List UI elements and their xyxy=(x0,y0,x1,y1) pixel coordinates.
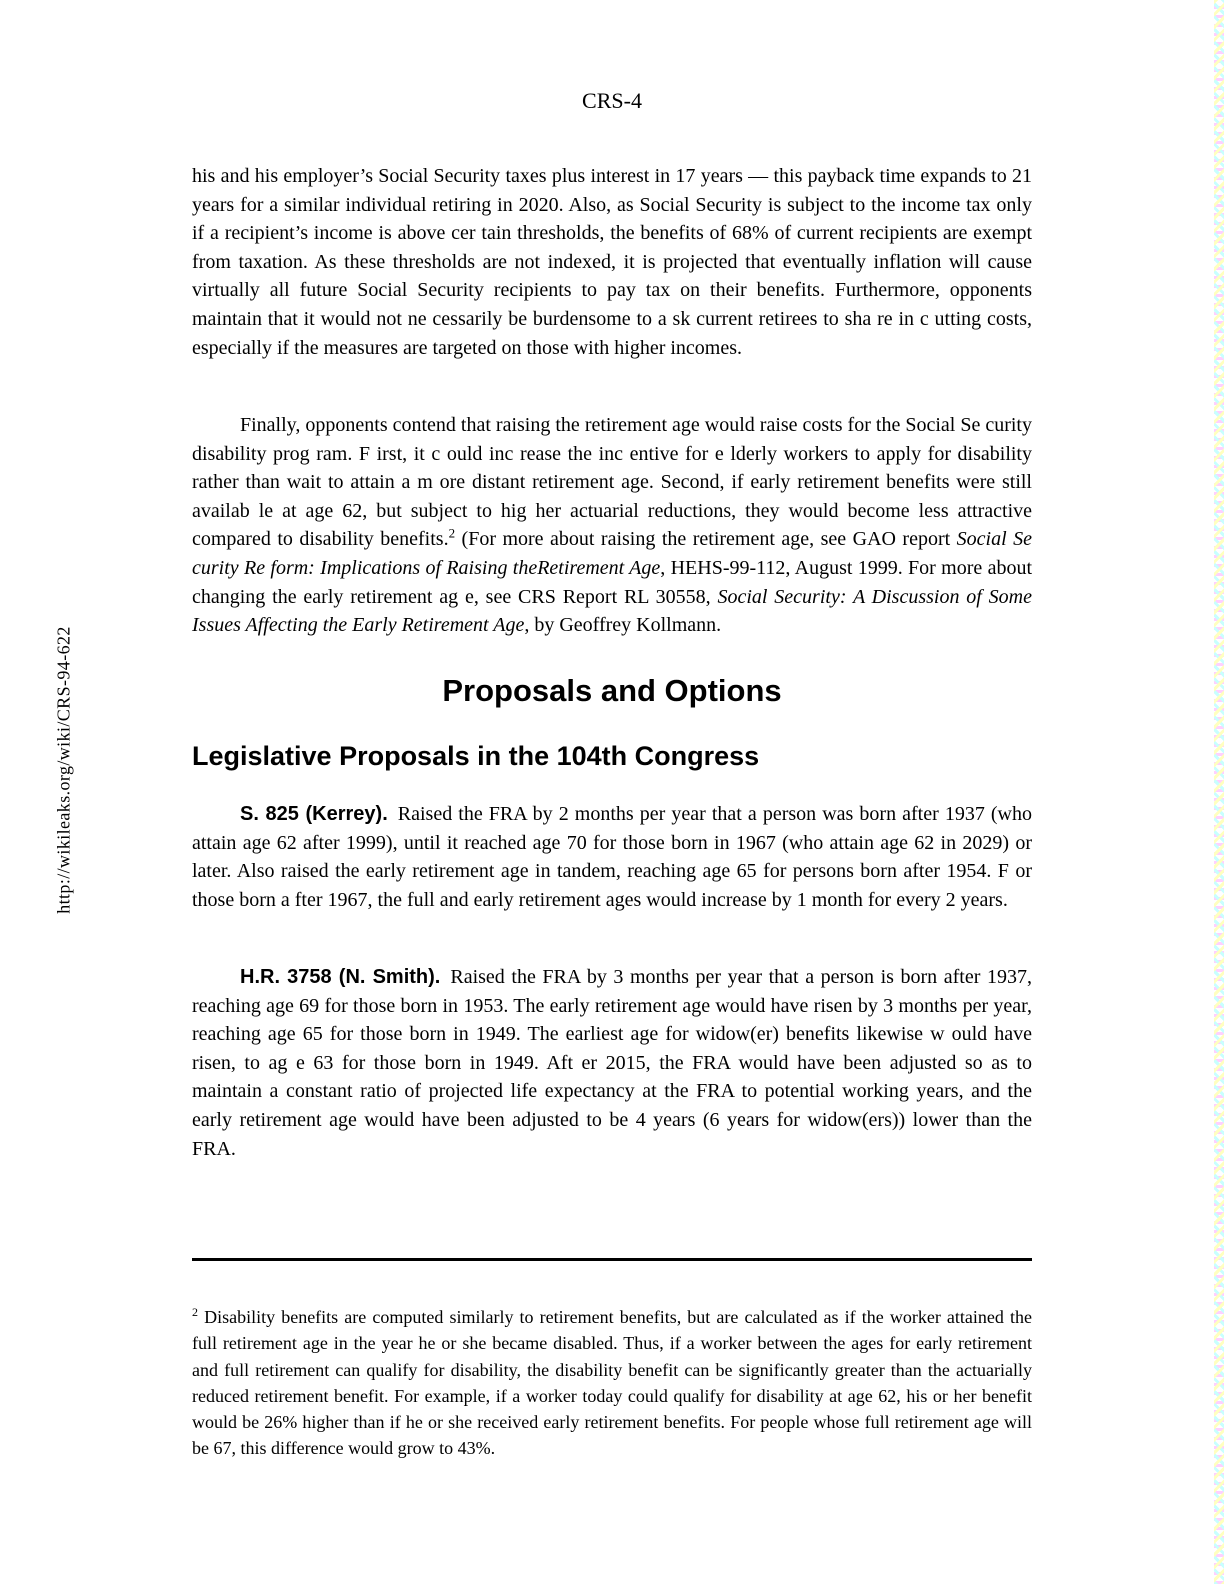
paragraph-finally-closing: , by Geoffrey Kollmann. xyxy=(524,614,722,637)
paragraph-finally-intro: Finally, opponents contend that raising the retirement age would raise costs for the Social Se curity disability prog ram. F irst, it c ould inc rease the inc entive for e lderly workers to apply for disability rather than wait to attain a m ore distant retirement age. Second, if early retirement benefits were still availab le at age 62, but subject to hig her actuarial reductions, they would become less attractive compared to disability benefits. xyxy=(192,414,1032,551)
section-heading-proposals-and-options: Proposals and Options xyxy=(442,672,782,708)
bill-label-hr3758: H.R. 3758 (N. Smith). xyxy=(240,966,441,988)
paragraph-finally-after-ref: (For more about raising the retirement age, see GAO report xyxy=(455,528,957,551)
subsection-heading-legislative-proposals: Legislative Proposals in the 104th Congress xyxy=(192,741,760,772)
paragraph-s825-kerrey xyxy=(192,800,1032,914)
paragraph-finally-between: , HEHS-99-112, August 1999. For more about changing the early retirement ag e, see CRS Report RL 30558, xyxy=(192,556,1033,608)
page-number-header: CRS-4 xyxy=(582,88,642,113)
paragraph-hr3758-smith xyxy=(192,963,1032,1163)
footnote-separator-rule xyxy=(192,1258,1032,1261)
footnote-2-marker: 2 xyxy=(192,1305,198,1319)
wikileaks-source-url-vertical: http://wikileaks.org/wiki/CRS-94-622 xyxy=(53,626,74,914)
bill-body-hr3758: Raised the FRA by 3 months per year that a person is born after 1937, reaching age 69 for those born in 1953. The early retirement age would have risen by 3 months per year, reaching age 65 for those born in 1949. The earliest age for widow(er) benefits likewise w ould have risen, to ag e 63 for those born in 1949. Aft er 2015, the FRA would have been adjusted so as to maintain a constant ratio of projected life expectancy at the FRA to potential working years, and the early retirement age would have been adjusted to be 4 years (6 years for widow(ers)) lower than the FRA. xyxy=(192,966,1032,1160)
footnote-2-text xyxy=(192,1304,1032,1462)
footnote-2-reference: 2 xyxy=(448,525,456,541)
bill-label-s825: S. 825 (Kerrey). xyxy=(240,803,388,825)
footnote-2-body: Disability benefits are computed similarly to retirement benefits, but are calculated as if the worker attained the full retirement age in the year he or she became disabled. Thus, if a worker between the ages for early retirement and full retirement can qualify for disability, the disability benefit can be significantly greater than the actuarially reduced retirement benefit. For example, if a worker today could qualify for disability at age 62, his or her benefit would be 26% higher than if he or she received early retirement benefits. For people whose full retirement age will be 67, this difference would grow to 43%. xyxy=(192,1307,1032,1459)
report-title-gao-italic: Social Se curity Re form: Implications of Raising theRetirement Age xyxy=(192,528,1032,579)
paragraph-opponents-finally xyxy=(192,411,1032,640)
scan-edge-artifact xyxy=(1214,0,1224,1584)
bill-body-s825: Raised the FRA by 2 months per year that a person was born after 1937 (who attain age 62 after 1999), until it reached age 70 for those born in 1967 (who attain age 62 in 2029) or later. Also raised the early retirement age in tandem, reaching age 65 for persons born after 1954. F or those born a fter 1967, the full and early retirement ages would increase by 1 month for every 2 years. xyxy=(192,803,1033,911)
report-title-crs-italic: Social Security: A Discussion of Some Issues Affecting the Early Retirement Age xyxy=(192,585,1032,637)
paragraph-payback-continuation: his and his employer’s Social Security taxes plus interest in 17 years — this payback time expands to 21 years for a similar individual retiring in 2020. Also, as Social Security is subject to the income tax only if a recipient’s income is above cer tain thresholds, the benefits of 68% of current recipients are exempt from taxation. As these thresholds are not indexed, it is projected that eventually inflation will cause virtually all future Social Security recipients to pay tax on their benefits. Furthermore, opponents maintain that it would not ne cessarily be burdensome to a sk current retirees to sha re in c utting costs, especially if the measures are targeted on those with higher incomes. xyxy=(192,165,1032,359)
